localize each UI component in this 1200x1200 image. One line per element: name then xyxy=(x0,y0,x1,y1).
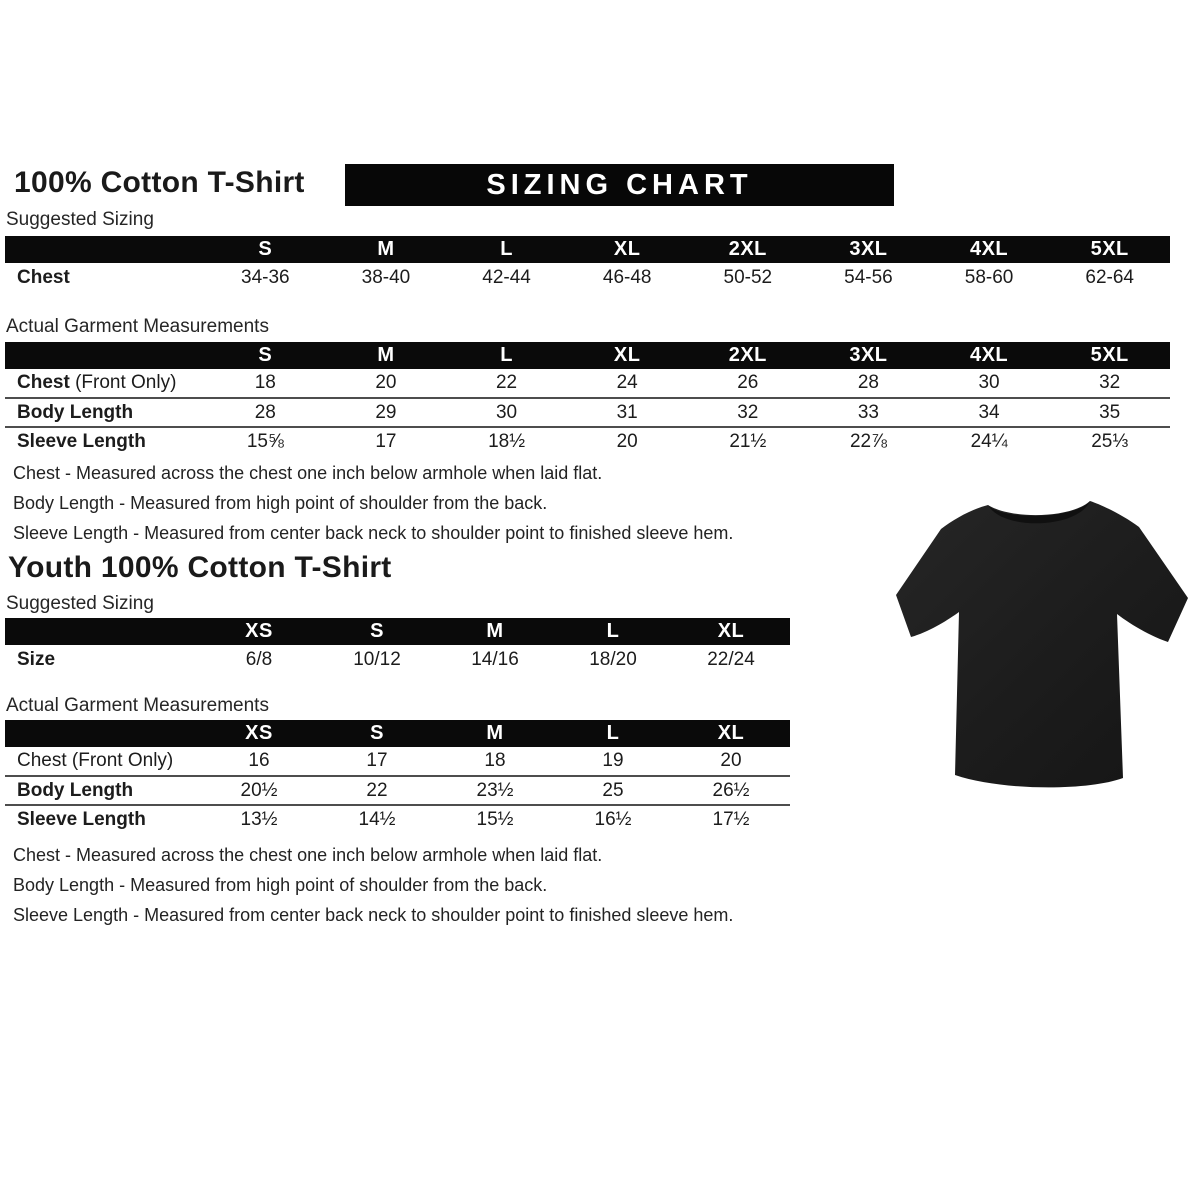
table-header-row xyxy=(5,342,1170,369)
corner-cell xyxy=(5,236,205,263)
corner-cell xyxy=(5,342,205,369)
measurement-note: Chest - Measured across the chest one inch below armhole when laid flat. xyxy=(13,463,603,483)
column-header: XS xyxy=(200,720,318,747)
size-value: 14/16 xyxy=(471,648,519,670)
youth-suggested-sizing-table xyxy=(5,618,790,674)
adult-actual-measurements-table xyxy=(5,342,1170,456)
column-header: L xyxy=(554,618,672,645)
size-value: 28 xyxy=(857,372,879,393)
column-header: M xyxy=(326,342,447,369)
column-header: 5XL xyxy=(1049,236,1170,263)
size-value: 20 xyxy=(375,372,397,393)
size-value: 20½ xyxy=(200,776,318,805)
column-header: 2XL xyxy=(688,236,809,263)
column-header: M xyxy=(436,720,554,747)
size-value: 50-52 xyxy=(723,266,773,288)
youth-actual-measurements-label: Actual Garment Measurements xyxy=(6,695,269,716)
size-value: 24 xyxy=(616,372,638,393)
size-value: 33 xyxy=(808,398,929,427)
column-header: S xyxy=(318,720,436,747)
corner-cell xyxy=(5,720,200,747)
column-header: 4XL xyxy=(929,236,1050,263)
size-value: 23½ xyxy=(436,776,554,805)
size-value: 18/20 xyxy=(589,648,637,670)
size-value: 26 xyxy=(737,372,759,393)
measurement-note: Chest - Measured across the chest one inch below armhole when laid flat. xyxy=(13,845,603,865)
size-value: 28 xyxy=(205,398,326,427)
youth-section-title: Youth 100% Cotton T-Shirt xyxy=(8,551,392,584)
size-value: 17½ xyxy=(672,805,790,834)
page-title: 100% Cotton T-Shirt xyxy=(14,166,305,199)
column-header: 5XL xyxy=(1049,342,1170,369)
size-value: 29 xyxy=(326,398,447,427)
measurement-note: Sleeve Length - Measured from center back neck to shoulder point to finished sleeve hem. xyxy=(13,905,734,925)
size-value: 34 xyxy=(929,398,1050,427)
size-value: 22 xyxy=(318,776,436,805)
table-row xyxy=(5,805,790,834)
size-value: 18 xyxy=(484,750,506,771)
size-value: 31 xyxy=(567,398,688,427)
table-row xyxy=(5,427,1170,456)
size-value: 30 xyxy=(446,398,567,427)
size-value: 15⅝ xyxy=(205,427,326,456)
youth-suggested-sizing-label: Suggested Sizing xyxy=(6,593,154,614)
black-tshirt-icon xyxy=(890,485,1195,805)
adult-measurement-notes xyxy=(13,458,733,548)
column-header: S xyxy=(318,618,436,645)
table-row xyxy=(5,263,1170,292)
size-value: 18½ xyxy=(446,427,567,456)
size-value: 24¼ xyxy=(929,427,1050,456)
size-value: 20 xyxy=(567,427,688,456)
row-label: Sleeve Length xyxy=(5,427,205,456)
row-label: Body Length xyxy=(5,776,200,805)
size-value: 32 xyxy=(688,398,809,427)
column-header: XS xyxy=(200,618,318,645)
size-value: 17 xyxy=(326,427,447,456)
tshirt-product-image xyxy=(890,485,1195,805)
row-label: Chest (Front Only) xyxy=(17,750,174,771)
size-value: 18 xyxy=(254,372,276,393)
column-header: 3XL xyxy=(808,236,929,263)
table-row xyxy=(5,776,790,805)
size-value: 46-48 xyxy=(602,266,652,288)
table-header-row xyxy=(5,618,790,645)
size-value: 13½ xyxy=(200,805,318,834)
size-value: 22/24 xyxy=(707,648,755,670)
size-value: 58-60 xyxy=(964,266,1014,288)
column-header: XL xyxy=(567,342,688,369)
column-header: XL xyxy=(672,618,790,645)
adult-actual-measurements-label: Actual Garment Measurements xyxy=(6,316,269,337)
size-value: 25⅓ xyxy=(1049,427,1170,456)
size-value: 15½ xyxy=(436,805,554,834)
youth-actual-measurements-table xyxy=(5,720,790,834)
size-value: 38-40 xyxy=(361,266,411,288)
row-label: Size xyxy=(17,648,56,670)
size-value: 22⅞ xyxy=(808,427,929,456)
size-value: 10/12 xyxy=(353,648,401,670)
size-value: 6/8 xyxy=(245,648,273,670)
size-value: 19 xyxy=(602,750,624,771)
measurement-note: Body Length - Measured from high point of shoulder from the back. xyxy=(13,493,548,513)
size-value: 26½ xyxy=(672,776,790,805)
column-header: 4XL xyxy=(929,342,1050,369)
column-header: XL xyxy=(567,236,688,263)
adult-suggested-sizing-label: Suggested Sizing xyxy=(6,209,154,230)
column-header: S xyxy=(205,236,326,263)
column-header: 2XL xyxy=(688,342,809,369)
column-header: L xyxy=(446,342,567,369)
size-value: 17 xyxy=(366,750,388,771)
column-header: L xyxy=(554,720,672,747)
column-header: S xyxy=(205,342,326,369)
table-header-row xyxy=(5,236,1170,263)
row-label: Chest (Front Only) xyxy=(17,372,177,393)
column-header: L xyxy=(446,236,567,263)
size-value: 20 xyxy=(720,750,742,771)
corner-cell xyxy=(5,618,200,645)
row-label: Chest xyxy=(17,266,70,288)
size-value: 42-44 xyxy=(482,266,531,288)
size-value: 30 xyxy=(978,372,1000,393)
adult-suggested-sizing-table xyxy=(5,236,1170,292)
table-row xyxy=(5,645,790,674)
size-value: 35 xyxy=(1049,398,1170,427)
youth-measurement-notes xyxy=(13,840,733,930)
table-row xyxy=(5,369,1170,398)
row-label: Sleeve Length xyxy=(5,805,200,834)
column-header: 3XL xyxy=(808,342,929,369)
table-header-row xyxy=(5,720,790,747)
size-value: 62-64 xyxy=(1085,266,1134,288)
size-value: 16 xyxy=(248,750,270,771)
sizing-chart-banner: SIZING CHART xyxy=(345,164,894,206)
size-value: 22 xyxy=(495,372,518,393)
column-header: M xyxy=(326,236,447,263)
size-value: 21½ xyxy=(688,427,809,456)
size-value: 32 xyxy=(1099,372,1121,393)
column-header: XL xyxy=(672,720,790,747)
measurement-note: Sleeve Length - Measured from center back neck to shoulder point to finished sleeve hem. xyxy=(13,523,734,543)
size-value: 54-56 xyxy=(844,266,893,288)
size-value: 14½ xyxy=(318,805,436,834)
size-value: 34-36 xyxy=(241,266,290,288)
row-label: Body Length xyxy=(5,398,205,427)
size-value: 25 xyxy=(554,776,672,805)
table-row xyxy=(5,398,1170,427)
measurement-note: Body Length - Measured from high point of shoulder from the back. xyxy=(13,875,548,895)
size-value: 16½ xyxy=(554,805,672,834)
column-header: M xyxy=(436,618,554,645)
table-row xyxy=(5,747,790,776)
